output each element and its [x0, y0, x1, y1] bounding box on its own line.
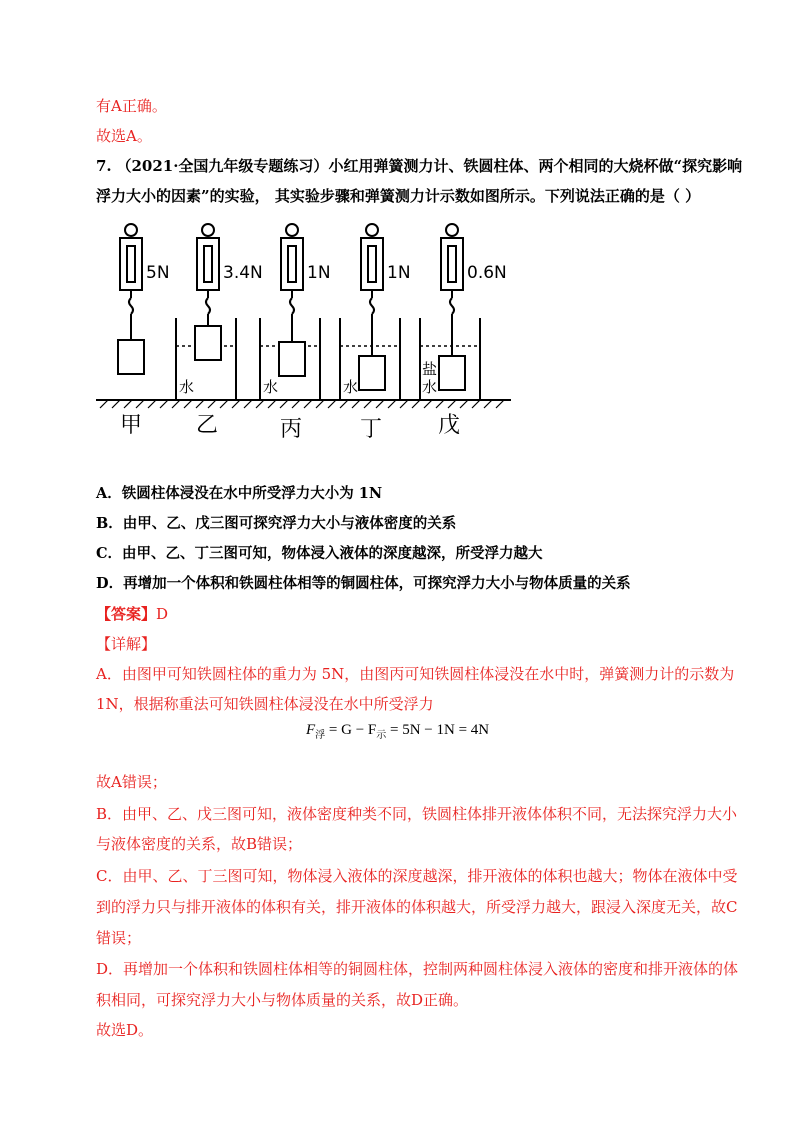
formula-sub-float: 浮 [315, 730, 326, 741]
formula-mid: = G − F [325, 722, 377, 738]
explain-tag: 【详解】 [96, 635, 157, 653]
reading-yi: 3.4N [223, 263, 263, 283]
figure-label-wu: 戊 [438, 413, 461, 438]
liquid-label-yi: 水 [179, 378, 195, 396]
prev-answer-line: 有A正确。 [96, 97, 167, 115]
figure-label-ding: 丁 [360, 417, 383, 442]
liquid-label-wu-top: 盐 [422, 360, 438, 378]
explain-b-line-2: 与液体密度的关系，故B错误； [96, 835, 303, 853]
setup-jia [118, 224, 144, 374]
reading-jia: 5N [146, 263, 170, 283]
explain-a-line-2: 1N，根据称重法可知铁圆柱体浸没在水中所受浮力 [96, 695, 434, 713]
answer-tag: 【答案】 [96, 605, 157, 623]
explain-d-line-2: 积相同，可探究浮力大小与物体质量的关系，故D正确。 [96, 991, 469, 1009]
question-line-2: 浮力大小的因素”的实验， 其实验步骤和弹簧测力计示数如图所示。下列说法正确的是（ ） [96, 187, 701, 205]
reading-bing: 1N [307, 263, 331, 283]
formula-sub-show: 示 [376, 730, 387, 741]
prev-choice-line: 故选A。 [96, 127, 152, 145]
figure-label-jia: 甲 [120, 413, 143, 438]
ground-hatch [100, 400, 504, 408]
explain-d-line-1: D．再增加一个体积和铁圆柱体相等的铜圆柱体，控制两种圆柱体浸入液体的密度和排开液体的体 [96, 960, 739, 978]
option-a: A．铁圆柱体浸没在水中所受浮力大小为 1N [96, 485, 383, 502]
liquid-label-wu-bottom: 水 [422, 378, 438, 396]
formula-f: F [306, 722, 316, 738]
question-line-1 [96, 156, 742, 176]
formula-end: = 5N − 1N = 4N [386, 722, 490, 738]
option-d: D．再增加一个体积和铁圆柱体相等的铜圆柱体，可探究浮力大小与物体质量的关系 [96, 575, 631, 592]
explain-b-line-1: B．由甲、乙、戊三图可知，液体密度种类不同，铁圆柱体排开液体体积不同，无法探究浮力大小 [96, 805, 738, 823]
reading-ding: 1N [387, 263, 411, 283]
figure-label-yi: 乙 [196, 413, 219, 438]
question-text-1: 小红用弹簧测力计、铁圆柱体、两个相同的大烧杯做“探究影响 [328, 157, 743, 175]
liquid-label-ding: 水 [343, 378, 359, 396]
explain-c-line-1: C．由甲、乙、丁三图可知，物体浸入液体的深度越深，排开液体的体积也越大；物体在液体中受 [96, 867, 738, 885]
iron-cylinder [118, 340, 144, 374]
option-b: B．由甲、乙、戊三图可探究浮力大小与液体密度的关系 [96, 515, 457, 532]
explain-a-line-3: 故A错误； [96, 773, 167, 791]
spring-scale-ring [125, 224, 137, 236]
setup-ding [340, 224, 400, 400]
explain-a-line-1: A．由图甲可知铁圆柱体的重力为 5N，由图丙可知铁圆柱体浸没在水中时，弹簧测力计的示数为 [96, 665, 735, 683]
figure-label-bing: 丙 [280, 417, 303, 442]
question-source: （2021·全国九年级专题练习） [116, 157, 329, 175]
setup-yi [176, 224, 236, 400]
explain-c-line-2: 到的浮力只与排开液体的体积有关，排开液体的体积越大，所受浮力越大，跟浸入深度无关，故C [96, 898, 738, 916]
answer-line [96, 604, 168, 624]
final-choice-line: 故选D。 [96, 1021, 154, 1039]
explain-c-line-3: 错误； [96, 929, 142, 947]
spring-scale-slot [127, 246, 135, 282]
buoyancy-formula [306, 722, 489, 741]
reading-wu: 0.6N [467, 263, 507, 283]
answer-value: D [156, 605, 169, 623]
experiment-figure [96, 218, 536, 448]
question-number: 7. [96, 157, 112, 175]
setup-bing [260, 224, 320, 400]
option-c: C．由甲、乙、丁三图可知，物体浸入液体的深度越深，所受浮力越大 [96, 545, 543, 562]
liquid-label-bing: 水 [263, 378, 279, 396]
